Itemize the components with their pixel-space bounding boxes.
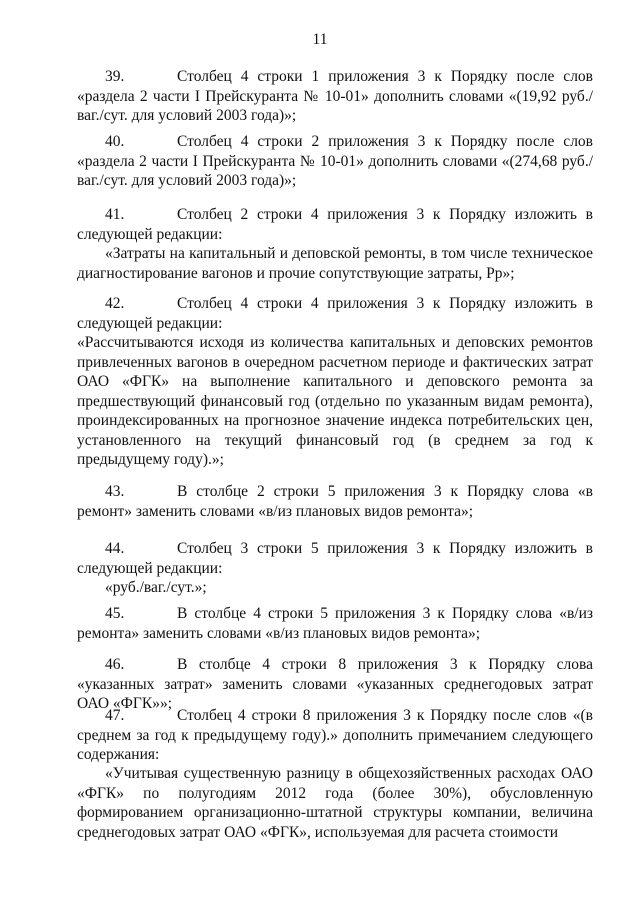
quote-41: «Затраты на капитальный и деповской ремонты, в том числе техническое диагностирование вагонов и прочие сопутствующие затраты, Pp»; [77, 245, 593, 282]
item-text: В столбце 4 строки 5 приложения 3 к Порядку слова «в/из ремонта» заменить словами «в/из плановых видов ремонта»; [77, 605, 593, 642]
item-text: В столбце 4 строки 8 приложения 3 к Порядку слова «указанных затрат» заменить словами «указанных среднегодовых затрат ОАО «ФГК»»; [77, 656, 593, 712]
item-text: Столбец 3 строки 5 приложения 3 к Порядку изложить в следующей редакции: [77, 540, 593, 577]
item-text: Столбец 4 строки 2 приложения 3 к Порядку после слов «раздела 2 части I Прейскуранта № 10-01» дополнить словами «(274,68 руб./ваг./сут. для условий 2003 года)»; [77, 133, 593, 189]
item-number: 40. [105, 133, 125, 150]
list-item-41 [77, 205, 593, 244]
quote-44: «руб./ваг./сут.»; [105, 579, 207, 596]
quote-42: «Рассчитываются исходя из количества капитальных и деповских ремонтов привлеченных вагонов в очередном расчетном периоде и фактических затрат ОАО «ФГК» на выполнение капитального и деповского ремонта за предшествующий финансовый год (отдельно по указанным видам ремонта), проиндексированных на прогнозное значение индекса потребительских цен, установленного на текущий финансовый год (в среднем за год к предыдущему году).»; [77, 334, 593, 468]
list-item-47 [77, 706, 593, 765]
list-item-42 [77, 294, 593, 333]
item-number: 47. [105, 707, 125, 724]
item-text: Столбец 2 строки 4 приложения 3 к Порядку изложить в следующей редакции: [77, 206, 593, 243]
list-item-43 [77, 482, 593, 521]
quote-47: «Учитывая существенную разницу в общехозяйственных расходах ОАО «ФГК» по полугодиям 2012 года (более 30%), обусловленную формированием организационно-штатной структуры компании, величина среднегодовых затрат ОАО «ФГК», используемая для расчета стоимости [77, 765, 593, 841]
item-number: 43. [105, 483, 125, 500]
page-number: 11 [312, 31, 328, 48]
item-text: Столбец 4 строки 1 приложения 3 к Порядку после слов «раздела 2 части I Прейскуранта № 10-01» дополнить словами «(19,92 руб./ваг./сут. для условий 2003 года)»; [77, 68, 593, 124]
list-item-46 [77, 655, 593, 714]
item-text: Столбец 4 строки 4 приложения 3 к Порядку изложить в следующей редакции: [77, 295, 593, 332]
item-number: 45. [105, 605, 125, 622]
item-number: 46. [105, 656, 125, 673]
item-number: 44. [105, 540, 125, 557]
item-number: 42. [105, 295, 125, 312]
list-item-44 [77, 539, 593, 578]
item-number: 41. [105, 206, 125, 223]
list-item-39 [77, 67, 593, 126]
list-item-45 [77, 604, 593, 643]
item-text: Столбец 4 строки 8 приложения 3 к Порядку после слов «(в среднем за год к предыдущему году).» дополнить примечанием следующего содержания: [77, 707, 593, 763]
item-number: 39. [105, 68, 125, 85]
item-text: В столбце 2 строки 5 приложения 3 к Порядку слова «в ремонт» заменить словами «в/из плановых видов ремонта»; [77, 483, 593, 520]
list-item-40 [77, 132, 593, 191]
